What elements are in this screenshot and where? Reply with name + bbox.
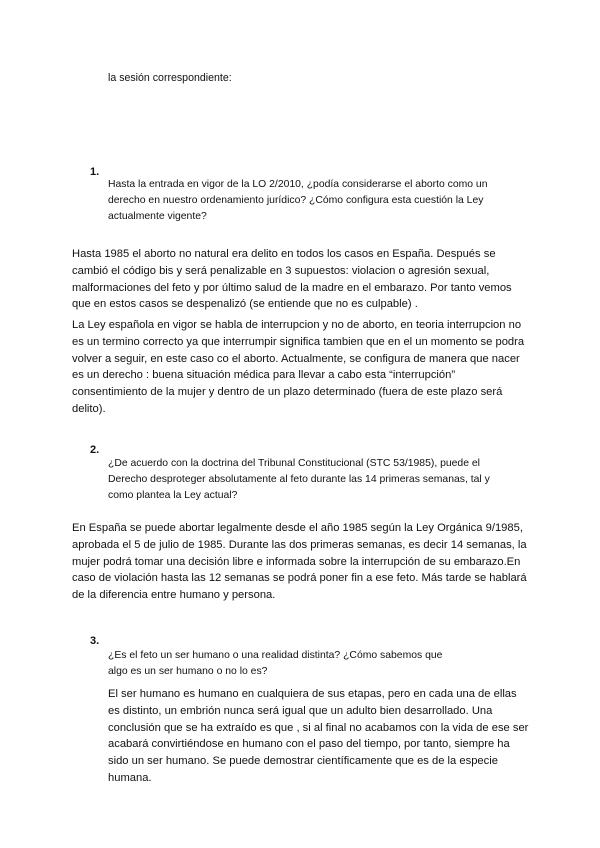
answer-line: volver a seguir, en este caso co el aborto. Actualmente, se configura de manera que nacer xyxy=(72,352,520,365)
answer-line: es un termino correcto ya que interrumpir significa tambien que en el un momento se podra xyxy=(72,335,525,348)
question-3-text xyxy=(108,648,442,680)
question-line: ¿Es el feto un ser humano o una realidad distinta? ¿Cómo sabemos que xyxy=(108,650,443,661)
answer-line: conclusión que se ha extraído es que , si al final no acabamos con la vida de ese ser xyxy=(108,721,529,734)
question-1-text xyxy=(108,177,488,225)
question-line: Hasta la entrada en vigor de la LO 2/2010, ¿podía considerarse el aborto como un xyxy=(108,179,488,190)
answer-line: cambió el código bis y será penalizable en 3 supuestos: violacion o agresión sexual, xyxy=(72,264,490,277)
answer-line: aprobada el 5 de julio de 1985. Durante las dos primeras semanas, es decir 14 semanas, la xyxy=(72,538,527,551)
answer-line: es distinto, un embrión nunca será igual que un adulto bien desarrollado. Una xyxy=(108,704,493,717)
answer-line: mujer podrá tomar una decisión libre e informada sobre la interrupción de su embarazo.En xyxy=(72,555,521,568)
answer-line: acabará convirtiéndose en humano con el paso del tiempo, por tanto, siempre ha xyxy=(108,738,510,751)
answer-line: de la diferencia entre humano y persona. xyxy=(72,589,276,602)
answer-line: caso de violación hasta las 12 semanas se podrá poner fin a ese feto. Más tarde se hablará xyxy=(72,572,527,585)
answer-line: es un derecho : buena situación médica para llevar a cabo esta “interrupción” xyxy=(72,369,456,382)
question-3-number: 3. xyxy=(90,635,100,647)
answer-1-paragraph-2 xyxy=(72,317,524,418)
question-line: derecho en nuestro ordenamiento jurídico? ¿Cómo configura esta cuestión la Ley xyxy=(108,195,484,206)
answer-line: malformaciones del feto y por último salud de la madre en el embarazo. Por tanto vemos xyxy=(72,281,512,294)
answer-line: que en estos casos se despenalizó (se entiende que no es culpable) . xyxy=(72,298,418,311)
question-2-number: 2. xyxy=(90,444,100,456)
question-line: Derecho desproteger absolutamente al feto durante las 14 primeras semanas, tal y xyxy=(108,474,490,485)
intro-text xyxy=(108,70,232,87)
answer-3-paragraph-1 xyxy=(108,686,528,787)
answer-line: El ser humano es humano en cualquiera de sus etapas, pero en cada una de ellas xyxy=(108,688,517,700)
answer-line: En España se puede abortar legalmente desde el año 1985 según la Ley Orgánica 9/1985, xyxy=(72,522,523,534)
answer-2-paragraph-1 xyxy=(72,520,527,604)
answer-line: consentimiento de la mujer y dentro de un plazo determinado (fuera de este plazo será xyxy=(72,386,503,399)
answer-1-paragraph-1 xyxy=(72,246,512,313)
answer-line: sido un ser humano. Se puede demostrar científicamente que es de la especie xyxy=(108,755,498,768)
question-1-number: 1. xyxy=(90,166,100,178)
intro-line: la sesión correspondiente: xyxy=(108,72,232,84)
question-line: algo es un ser humano o no lo es? xyxy=(108,666,268,677)
answer-line: La Ley española en vigor se habla de interrupcion y no de aborto, en teoria interrupcion no xyxy=(72,319,522,331)
question-line: actualmente vigente? xyxy=(108,211,207,222)
answer-line: delito). xyxy=(72,402,106,415)
question-line: como plantea la Ley actual? xyxy=(108,490,238,501)
question-line: ¿De acuerdo con la doctrina del Tribunal Constitucional (STC 53/1985), puede el xyxy=(108,458,480,469)
answer-line: humana. xyxy=(108,771,152,784)
answer-line: Hasta 1985 el aborto no natural era delito en todos los casos en España. Después se xyxy=(72,248,496,260)
question-2-text xyxy=(108,456,490,504)
